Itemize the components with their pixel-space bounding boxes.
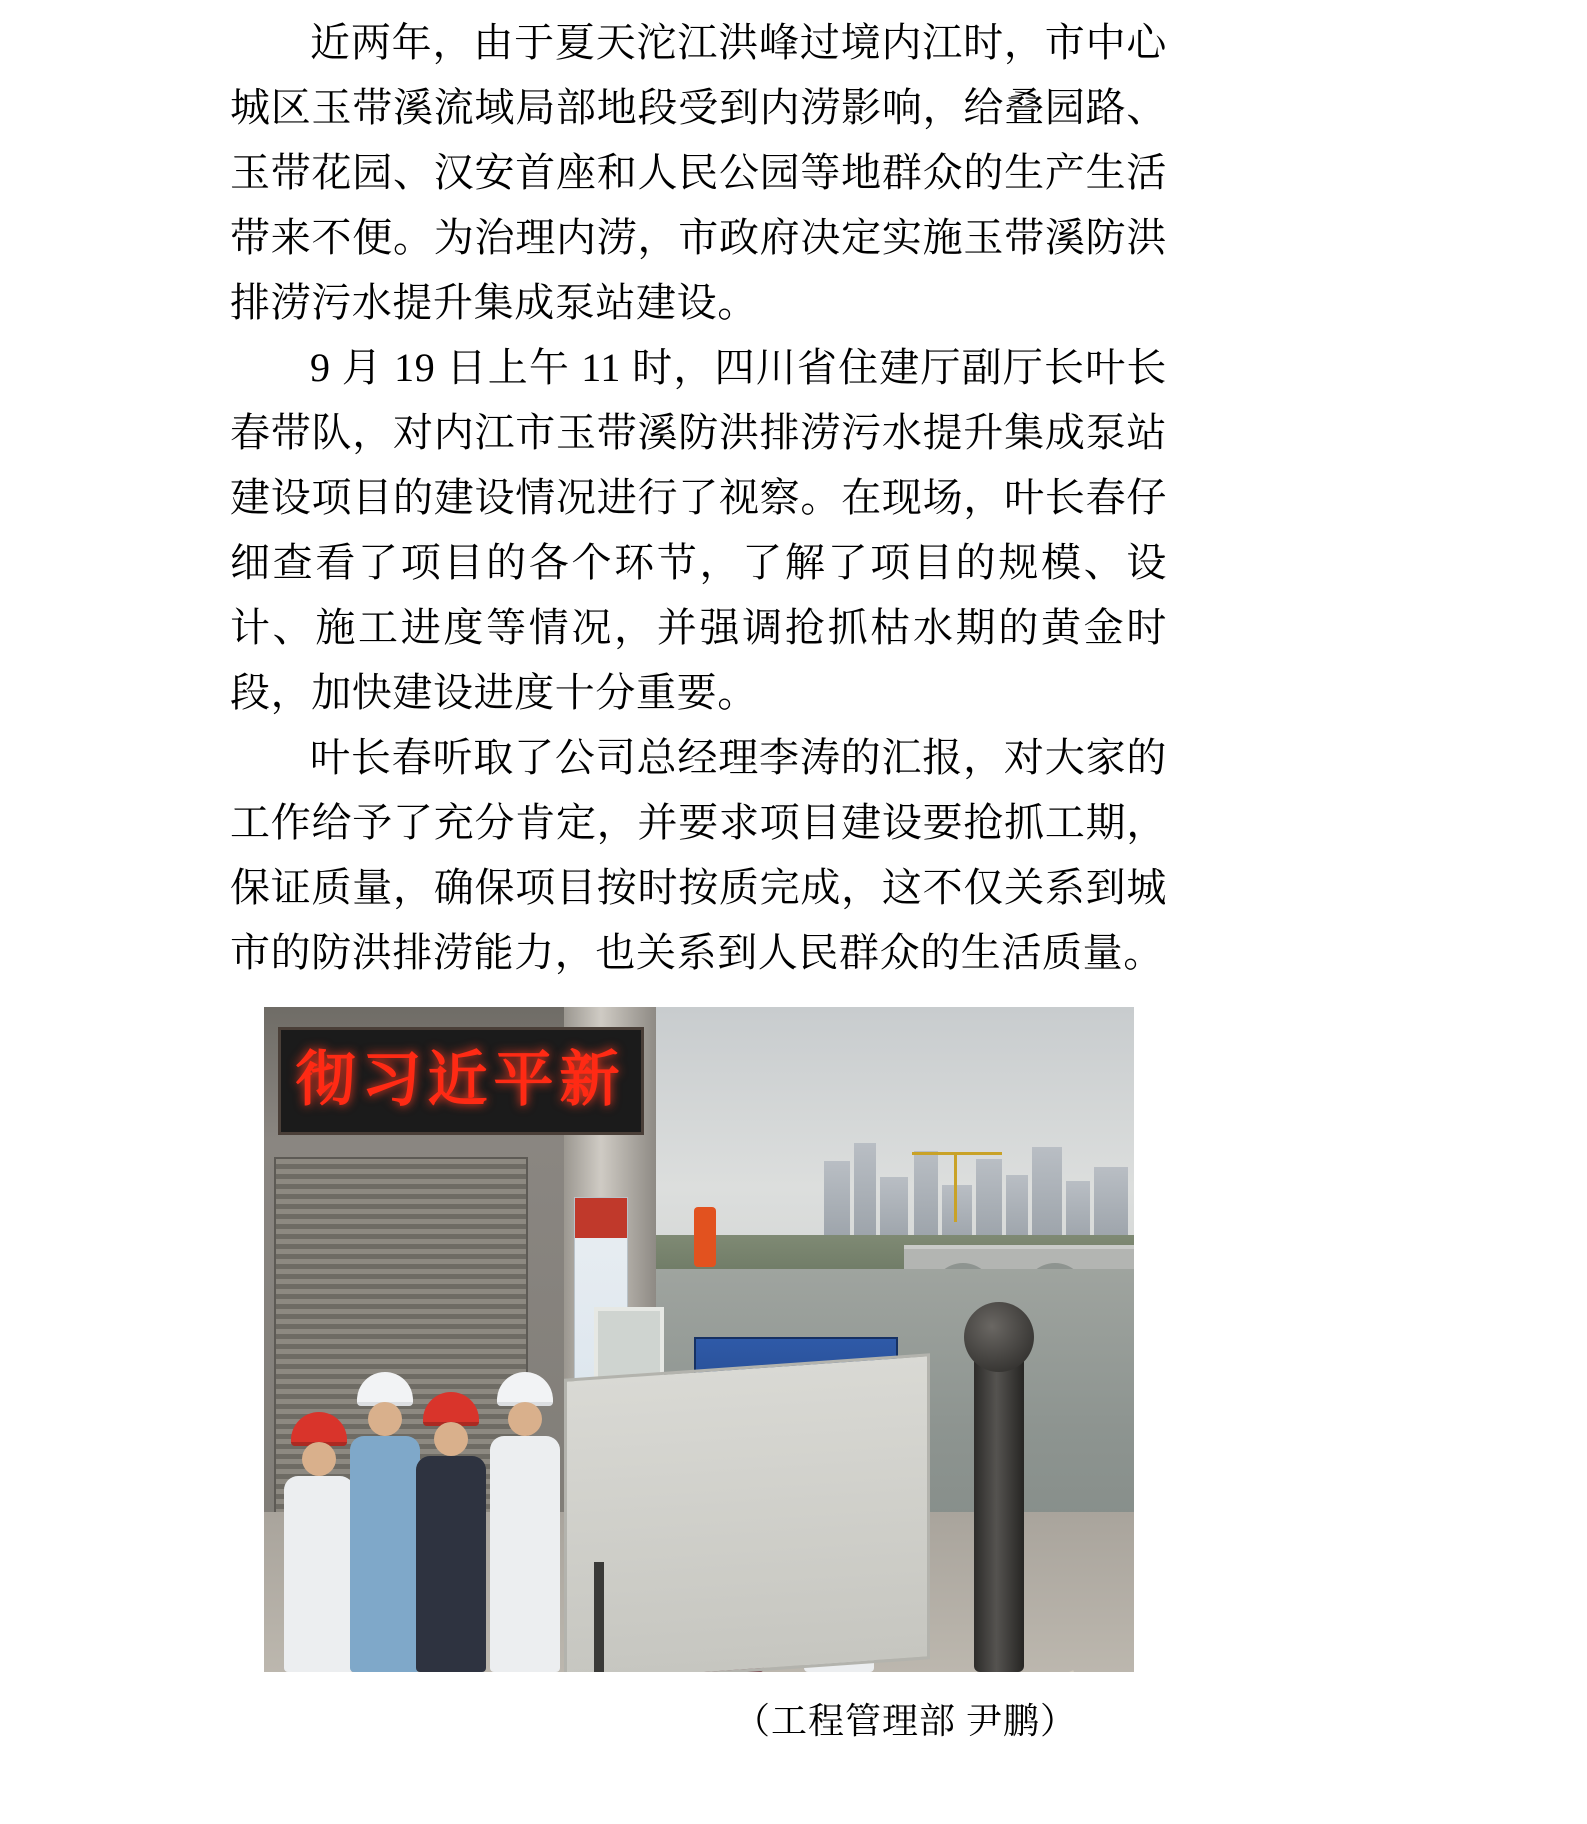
site-inspection-photo xyxy=(264,1007,1134,1672)
person-torso xyxy=(490,1436,560,1672)
led-banner-sign: 彻习近平新 xyxy=(278,1027,644,1135)
red-helmet-icon xyxy=(291,1412,347,1446)
person-head xyxy=(368,1402,402,1436)
display-board xyxy=(564,1353,930,1672)
paragraph-2: 9 月 19 日上午 11 时，四川省住建厅副厅长叶长春带队，对内江市玉带溪防洪排涝污水提升集成泵站建设项目的建设情况进行了视察。在现场，叶长春仔细查看了项目的各个环节，了解了项目的规模、设计、施工进度等情况，并强调抢抓枯水期的黄金时段，加快建设进度十分重要。 xyxy=(230,345,1167,715)
white-helmet-icon xyxy=(357,1372,413,1406)
document-body xyxy=(230,0,1167,985)
person-blue-shirt xyxy=(350,1372,420,1672)
display-board-leg xyxy=(594,1562,604,1672)
construction-crane xyxy=(954,1152,957,1222)
worker-orange-vest xyxy=(694,1207,716,1267)
person-torso xyxy=(416,1456,486,1672)
person-torso xyxy=(350,1436,420,1672)
white-helmet-icon xyxy=(497,1372,553,1406)
red-helmet-icon xyxy=(423,1392,479,1426)
figure-container xyxy=(230,1007,1167,1672)
person-red-helmet-left xyxy=(284,1412,354,1672)
person-head xyxy=(508,1402,542,1436)
mooring-post xyxy=(974,1342,1024,1672)
person-torso xyxy=(284,1476,354,1672)
person-white-shirt-center xyxy=(490,1372,560,1672)
person-head xyxy=(302,1442,336,1476)
figure-caption: （工程管理部 尹鹏） xyxy=(733,1701,1077,1741)
paragraph-1: 近两年，由于夏天沱江洪峰过境内江时，市中心城区玉带溪流域局部地段受到内涝影响，给叠园路、玉带花园、汉安首座和人民公园等地群众的生产生活带来不便。为治理内涝，市政府决定实施玉带溪防洪排涝污水提升集成泵站建设。 xyxy=(230,20,1167,325)
mooring-post-cap xyxy=(964,1302,1034,1372)
person-woman-dark-dress xyxy=(416,1392,486,1672)
paragraph-3: 叶长春听取了公司总经理李涛的汇报，对大家的工作给予了充分肯定，并要求项目建设要抢抓工期，保证质量，确保项目按时按质完成，这不仅关系到城市的防洪排涝能力，也关系到人民群众的生活质量。 xyxy=(230,735,1167,975)
poster-header xyxy=(575,1198,627,1238)
person-head xyxy=(434,1422,468,1456)
